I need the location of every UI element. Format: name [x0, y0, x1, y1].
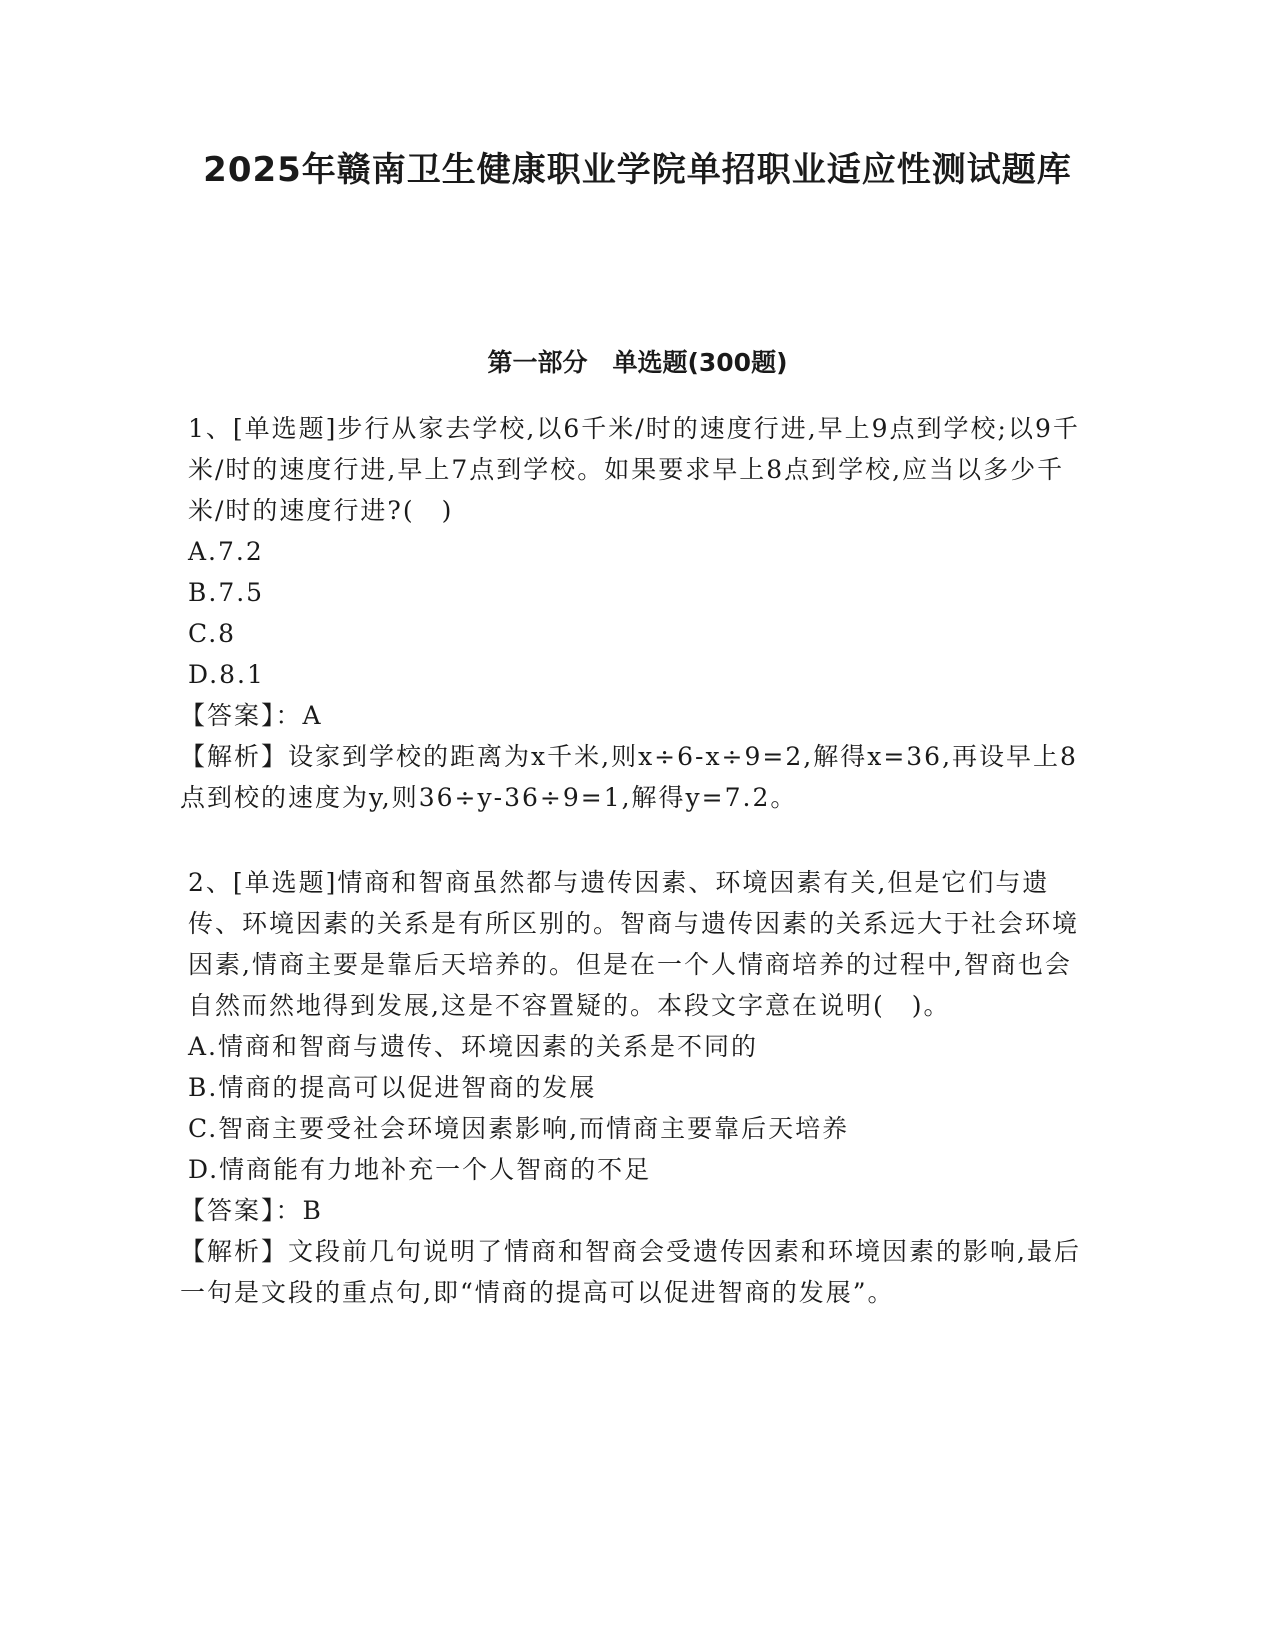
answer-line — [180, 695, 1083, 736]
answer-value: A — [302, 701, 323, 730]
answer-line — [180, 1190, 1083, 1231]
section-title: 第一部分 单选题(300题) — [487, 348, 788, 377]
analysis-label: 【解析】 — [180, 742, 289, 771]
answer-label: 【答案】： — [180, 1196, 303, 1225]
option-a: A.情商和智商与遗传、环境因素的关系是不同的 — [188, 1032, 759, 1061]
analysis-text: 设家到学校的距离为x千米,则x÷6-x÷9=2,解得x=36,再设早上8点到校的速度为y,则36÷y-36÷9=1,解得y=7.2。 — [180, 742, 1078, 812]
option-d: D.8.1 — [188, 660, 265, 689]
option-b: B.情商的提高可以促进智商的发展 — [188, 1073, 597, 1102]
question-stem: 2、[单选题]情商和智商虽然都与遗传因素、环境因素有关,但是它们与遗传、环境因素的关系是有所区别的。智商与遗传因素的关系远大于社会环境因素,情商主要是靠后天培养的。但是在一个人情商培养的过程中,智商也会自然而然地得到发展,这是不容置疑的。本段文字意在说明( )。 — [188, 868, 1080, 1020]
analysis-label: 【解析】 — [180, 1237, 289, 1266]
option-c: C.8 — [188, 619, 237, 648]
answer-label: 【答案】： — [180, 701, 303, 730]
option-b: B.7.5 — [188, 578, 265, 607]
answer-value: B — [302, 1196, 323, 1225]
question-2 — [180, 862, 1083, 1313]
question-1 — [180, 408, 1083, 818]
analysis-line — [180, 736, 1083, 818]
question-stem: 1、[单选题]步行从家去学校,以6千米/时的速度行进,早上9点到学校;以9千米/时的速度行进,早上7点到学校。如果要求早上8点到学校,应当以多少千米/时的速度行进?( ) — [188, 414, 1080, 525]
option-a: A.7.2 — [188, 537, 264, 566]
analysis-text: 文段前几句说明了情商和智商会受遗传因素和环境因素的影响,最后一句是文段的重点句,即“情商的提高可以促进智商的发展”。 — [180, 1237, 1081, 1307]
option-c: C.智商主要受社会环境因素影响,而情商主要靠后天培养 — [188, 1114, 850, 1143]
option-d: D.情商能有力地补充一个人智商的不足 — [188, 1155, 652, 1184]
analysis-line — [180, 1231, 1083, 1313]
document-title: 2025年赣南卫生健康职业学院单招职业适应性测试题库 — [203, 150, 1072, 190]
